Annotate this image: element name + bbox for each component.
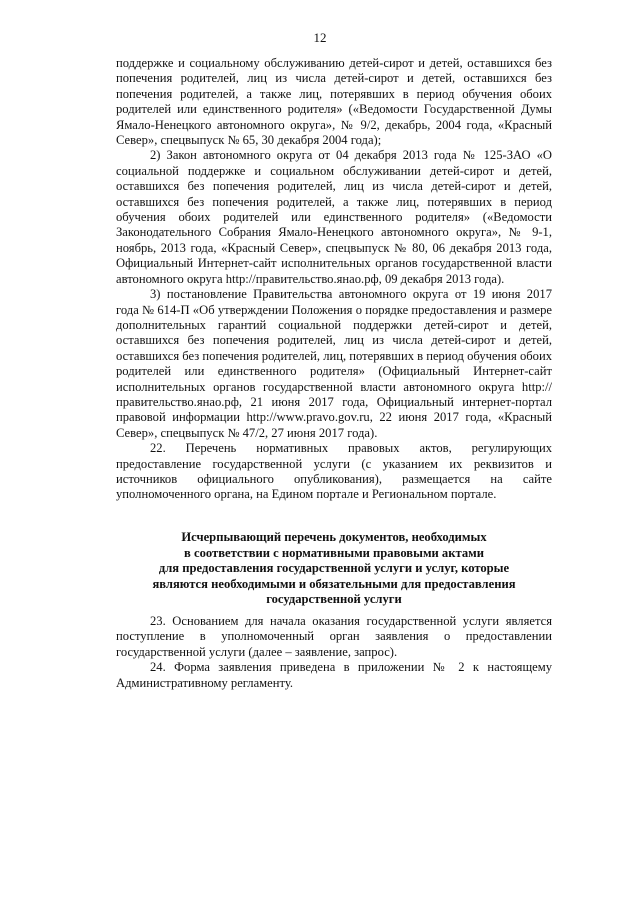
heading-line: являются необходимыми и обязательными для предоставления [152, 576, 516, 591]
paragraph-resolution-614-p: 3) постановление Правительства автономного округа от 19 июня 2017 года № 614-П «Об утверждении Положения о порядке предоставления и размере дополнительных гарантий социальной поддержки детей-сирот и детей, оставшихся без попечения родителей, лиц из числа детей-сирот и детей, оставшихся без попечения родителей, лиц, потерявших в период обучения обоих родителей или единственного родителя» (Официальный Интернет-сайт исполнительных органов государственной власти автономного округа http://правительство.янао.рф, 21 июня 2017 года, Официальный интернет-портал правовой информации http://www.pravo.gov.ru, 22 июня 2017 года, «Красный Север», спецвыпуск № 47/2, 27 июня 2017 года). [116, 287, 552, 440]
section-heading [116, 530, 552, 608]
legal-acts-list [116, 56, 552, 503]
heading-line: в соответствии с нормативными правовыми актами [184, 545, 484, 560]
paragraph-law-125-zao: 2) Закон автономного округа от 04 декабря 2013 года № 125-ЗАО «О социальной поддержке и социальном обслуживании детей-сирот и детей, оставшихся без попечения родителей, лиц из числа детей-сирот и детей, оставшихся без попечения родителей, а также лиц, потерявших в период обучения обоих родителей или единственного родителя» («Ведомости Законодательного Собрания Ямало-Ненецкого автономного округа», № 9-1, ноябрь, 2013 года, «Красный Север», спецвыпуск № 80, 06 декабря 2013 года, Официальный Интернет-сайт исполнительных органов государственной власти автономного округа http://правительство.янао.рф, 09 декабря 2013 года). [116, 148, 552, 286]
paragraph-22: 22. Перечень нормативных правовых актов, регулирующих предоставление государственной услуги (с указанием их реквизитов и источников официального опубликования), размещается на сайте уполномоченного органа, на Едином портале и Региональном портале. [116, 441, 552, 502]
heading-line: для предоставления государственной услуги и услуг, которые [158, 561, 510, 576]
heading-line: Исчерпывающий перечень документов, необходимых [181, 530, 487, 544]
paragraph-continuation: поддержке и социальному обслуживанию детей-сирот и детей, оставшихся без попечения родителей, лиц из числа детей-сирот и детей, оставшихся без попечения родителей, а также лиц, потерявших в период обучения обоих родителей или единственного родителя» («Ведомости Государственной Думы Ямало-Ненецкого автономного округа», № 9/2, декабрь, 2004 года, «Красный Север», спецвыпуск № 65, 30 декабря 2004 года); [116, 56, 552, 148]
paragraph-24: 24. Форма заявления приведена в приложении № 2 к настоящему Административному регламенту. [116, 660, 552, 690]
documents-section [116, 614, 552, 691]
paragraph-23: 23. Основанием для начала оказания государственной услуги является поступление в уполномоченный орган заявления о предоставлении государственной услуги (далее – заявление, запрос). [116, 614, 552, 659]
heading-line: государственной услуги [266, 592, 402, 607]
page-number: 12 [313, 30, 327, 45]
